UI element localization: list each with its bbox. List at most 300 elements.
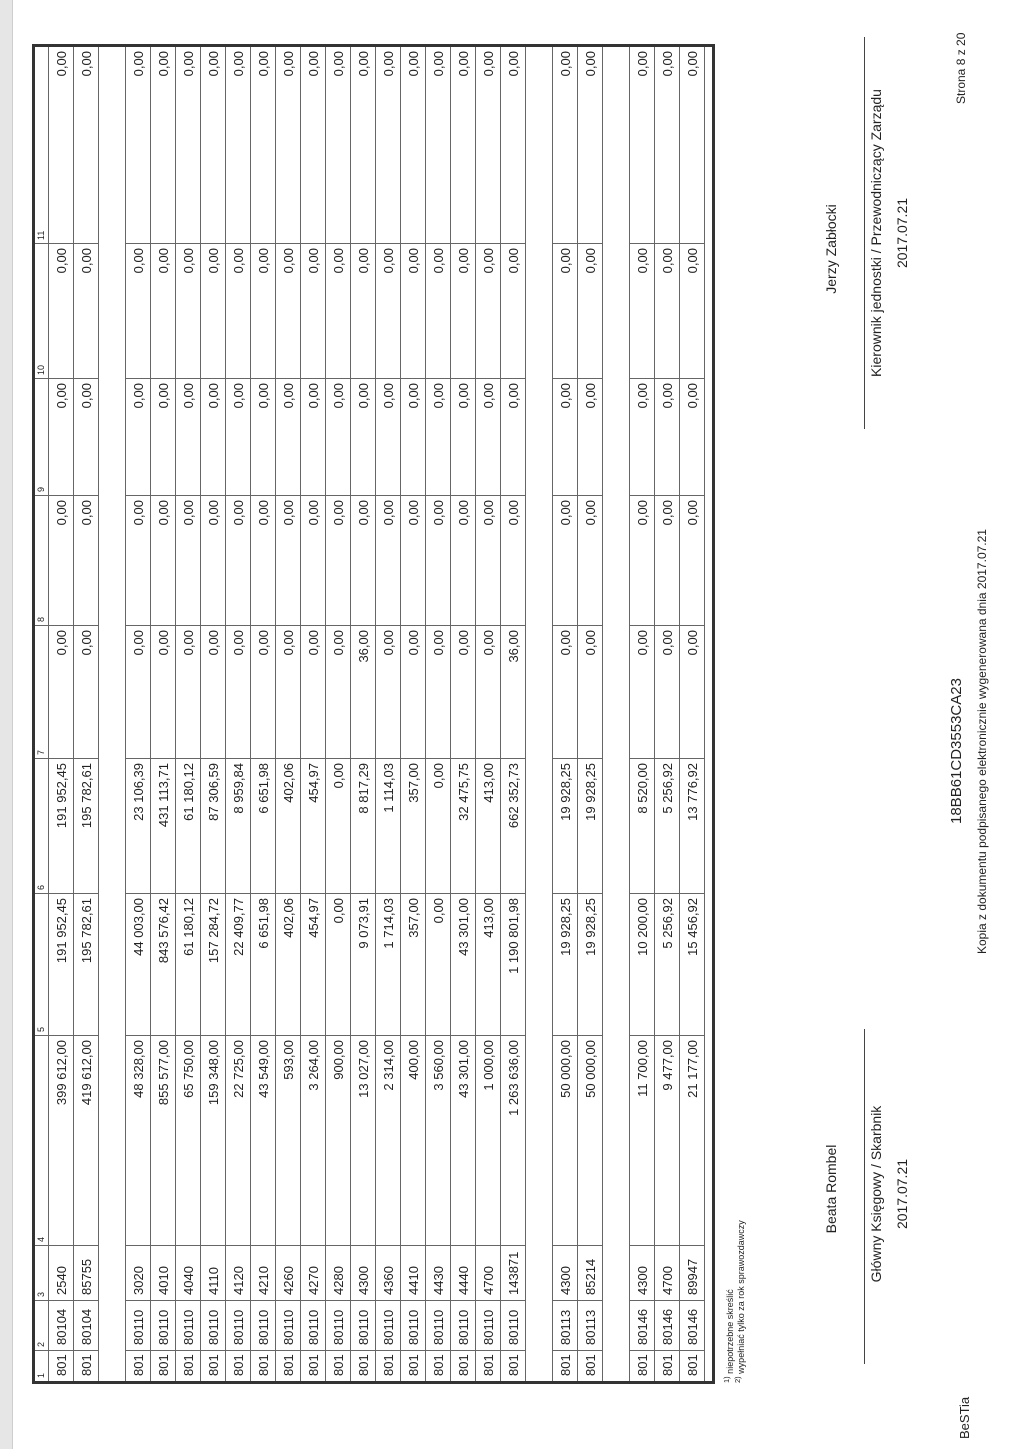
cell-col-9: 0,00	[426, 379, 450, 496]
cell-col-10: 0,00	[301, 244, 325, 379]
cell-col-11: 0,00	[151, 47, 175, 244]
cell-col-2: 80110	[151, 1301, 175, 1351]
cell-col-10: 0,00	[553, 244, 577, 379]
cell-col-4: 43 301,00	[451, 1036, 475, 1246]
document-id: 18BB61CD3553CA23	[948, 678, 965, 824]
cell-col-6: 662 352,73	[501, 759, 525, 894]
cell-col-6: 191 952,45	[49, 759, 73, 894]
cell-col-3: 4280	[326, 1246, 350, 1301]
cell-col-2: 80146	[655, 1301, 679, 1351]
cell-col-8: 0,00	[630, 496, 654, 626]
cell-col-4: 9 477,00	[655, 1036, 679, 1246]
cell-col-9: 0,00	[476, 379, 500, 496]
cell-col-6: 8 520,00	[630, 759, 654, 894]
table-row	[376, 47, 401, 1381]
cell-col-3: 85214	[578, 1246, 602, 1301]
cell-col-9: 0,00	[49, 379, 73, 496]
cell-col-5: 1 714,03	[376, 894, 400, 1036]
cell-col-4: 3 560,00	[426, 1036, 450, 1246]
table-header-row	[35, 47, 49, 1381]
cell-col-3: 4360	[376, 1246, 400, 1301]
header-cell-8: 8	[35, 496, 48, 626]
cell-col-7: 0,00	[126, 626, 150, 759]
cell-col-6: 13 776,92	[680, 759, 704, 894]
cell-col-8: 0,00	[476, 496, 500, 626]
cell-col-6: 0,00	[426, 759, 450, 894]
cell-col-3: 85755	[74, 1246, 98, 1301]
cell-col-5: 61 180,12	[176, 894, 200, 1036]
cell-col-5: 22 409,77	[226, 894, 250, 1036]
cell-col-6: 413,00	[476, 759, 500, 894]
cell-col-4: 65 750,00	[176, 1036, 200, 1246]
cell-col-11: 0,00	[251, 47, 275, 244]
cell-col-1: 801	[155, 1354, 171, 1376]
cell-col-1: 801	[380, 1354, 396, 1376]
cell-col-11: 0,00	[326, 47, 350, 244]
cell-col-5: 19 928,25	[553, 894, 577, 1036]
cell-col-9: 0,00	[578, 379, 602, 496]
cell-col-5: 0,00	[326, 894, 350, 1036]
header-cell-5: 5	[35, 894, 48, 1036]
cell-col-6: 5 256,92	[655, 759, 679, 894]
cell-col-7: 0,00	[251, 626, 275, 759]
cell-col-9: 0,00	[451, 379, 475, 496]
cell-col-3: 4010	[151, 1246, 175, 1301]
table-row	[49, 47, 74, 1381]
cell-col-9: 0,00	[501, 379, 525, 496]
cell-col-7: 0,00	[301, 626, 325, 759]
cell-col-10: 0,00	[276, 244, 300, 379]
signature-left-role-block	[868, 1039, 910, 1349]
cell-col-7: 0,00	[49, 626, 73, 759]
cell-col-6: 19 928,25	[578, 759, 602, 894]
cell-col-6: 87 306,59	[201, 759, 225, 894]
header-cell-6: 6	[35, 759, 48, 894]
footnote-1: $^{1)}$ niepotrzebne skreślić	[722, 1289, 735, 1383]
table-row	[655, 47, 680, 1381]
group-separator	[99, 47, 126, 1381]
cell-col-10: 0,00	[401, 244, 425, 379]
cell-col-4: 11 700,00	[630, 1036, 654, 1246]
cell-col-8: 0,00	[376, 496, 400, 626]
cell-col-10: 0,00	[226, 244, 250, 379]
cell-col-1: 801	[557, 1354, 573, 1376]
cell-col-1: 801	[230, 1354, 246, 1376]
table-row	[451, 47, 476, 1381]
cell-col-10: 0,00	[74, 244, 98, 379]
header-cell-4: 4	[35, 1036, 48, 1246]
cell-col-5: 413,00	[476, 894, 500, 1036]
table-row	[578, 47, 603, 1381]
cell-col-8: 0,00	[451, 496, 475, 626]
cell-col-4: 419 612,00	[74, 1036, 98, 1246]
table-row	[301, 47, 326, 1381]
cell-col-9: 0,00	[326, 379, 350, 496]
cell-col-7: 0,00	[553, 626, 577, 759]
table-row	[553, 47, 578, 1381]
cell-col-10: 0,00	[49, 244, 73, 379]
cell-col-5: 843 576,42	[151, 894, 175, 1036]
cell-col-8: 0,00	[401, 496, 425, 626]
cell-col-1: 801	[684, 1354, 700, 1376]
cell-col-11: 0,00	[351, 47, 375, 244]
cell-col-11: 0,00	[401, 47, 425, 244]
cell-col-7: 0,00	[176, 626, 200, 759]
cell-col-3: 143871	[501, 1246, 525, 1301]
footnote-1-text: niepotrzebne skreślić	[725, 1289, 735, 1374]
cell-col-9: 0,00	[201, 379, 225, 496]
cell-col-1: 801	[480, 1354, 496, 1376]
cell-col-3: 4120	[226, 1246, 250, 1301]
cell-col-6: 0,00	[326, 759, 350, 894]
cell-col-4: 3 264,00	[301, 1036, 325, 1246]
cell-col-5: 0,00	[426, 894, 450, 1036]
header-cell-2: 2	[35, 1301, 48, 1351]
cell-col-8: 0,00	[201, 496, 225, 626]
cell-col-11: 0,00	[376, 47, 400, 244]
cell-col-7: 36,00	[351, 626, 375, 759]
cell-col-5: 402,06	[276, 894, 300, 1036]
cell-col-1: 801	[430, 1354, 446, 1376]
table-row	[501, 47, 526, 1381]
cell-col-9: 0,00	[151, 379, 175, 496]
cell-col-6: 195 782,61	[74, 759, 98, 894]
cell-col-7: 0,00	[578, 626, 602, 759]
table-row	[126, 47, 151, 1381]
cell-col-11: 0,00	[476, 47, 500, 244]
cell-col-7: 0,00	[680, 626, 704, 759]
cell-col-5: 10 200,00	[630, 894, 654, 1036]
cell-col-9: 0,00	[74, 379, 98, 496]
cell-col-11: 0,00	[201, 47, 225, 244]
cell-col-5: 19 928,25	[578, 894, 602, 1036]
cell-col-2: 80110	[251, 1301, 275, 1351]
cell-col-1: 801	[78, 1354, 94, 1376]
cell-col-1: 801	[53, 1354, 69, 1376]
cell-col-6: 8 959,84	[226, 759, 250, 894]
header-cell-7: 7	[35, 626, 48, 759]
cell-col-3: 4700	[655, 1246, 679, 1301]
cell-col-1: 801	[180, 1354, 196, 1376]
table-row	[74, 47, 99, 1381]
table-row	[276, 47, 301, 1381]
cell-col-9: 0,00	[126, 379, 150, 496]
cell-col-1: 801	[130, 1354, 146, 1376]
cell-col-10: 0,00	[655, 244, 679, 379]
signer-left-name: Beata Rombel	[823, 1144, 839, 1234]
cell-col-9: 0,00	[301, 379, 325, 496]
cell-col-5: 454,97	[301, 894, 325, 1036]
cell-col-3: 89947	[680, 1246, 704, 1301]
cell-col-9: 0,00	[630, 379, 654, 496]
copy-note: Kopia z dokumentu podpisanego elektronicznie wygenerowana dnia 2017.07.21	[975, 529, 989, 954]
cell-col-9: 0,00	[553, 379, 577, 496]
cell-col-3: 4700	[476, 1246, 500, 1301]
cell-col-11: 0,00	[680, 47, 704, 244]
cell-col-9: 0,00	[655, 379, 679, 496]
cell-col-7: 0,00	[476, 626, 500, 759]
cell-col-7: 36,00	[501, 626, 525, 759]
cell-col-6: 32 475,75	[451, 759, 475, 894]
cell-col-7: 0,00	[326, 626, 350, 759]
cell-col-6: 357,00	[401, 759, 425, 894]
cell-col-8: 0,00	[176, 496, 200, 626]
cell-col-2: 80110	[276, 1301, 300, 1351]
cell-col-11: 0,00	[501, 47, 525, 244]
cell-col-5: 44 003,00	[126, 894, 150, 1036]
cell-col-6: 8 817,29	[351, 759, 375, 894]
group-separator	[526, 47, 553, 1381]
cell-col-7: 0,00	[151, 626, 175, 759]
header-cell-10: 10	[35, 244, 48, 379]
table-row	[630, 47, 655, 1381]
cell-col-6: 23 106,39	[126, 759, 150, 894]
cell-col-5: 43 301,00	[451, 894, 475, 1036]
cell-col-11: 0,00	[426, 47, 450, 244]
cell-col-7: 0,00	[451, 626, 475, 759]
cell-col-10: 0,00	[151, 244, 175, 379]
table-row	[201, 47, 226, 1381]
signer-right-name: Jerzy Zabłocki	[823, 204, 839, 294]
cell-col-4: 900,00	[326, 1036, 350, 1246]
cell-col-3: 4410	[401, 1246, 425, 1301]
cell-col-2: 80110	[476, 1301, 500, 1351]
cell-col-6: 61 180,12	[176, 759, 200, 894]
cell-col-10: 0,00	[126, 244, 150, 379]
cell-col-8: 0,00	[126, 496, 150, 626]
cell-col-8: 0,00	[301, 496, 325, 626]
cell-col-1: 801	[205, 1354, 221, 1376]
cell-col-5: 357,00	[401, 894, 425, 1036]
table-row	[176, 47, 201, 1381]
cell-col-7: 0,00	[226, 626, 250, 759]
signature-left	[823, 1094, 839, 1284]
cell-col-9: 0,00	[251, 379, 275, 496]
cell-col-1: 801	[355, 1354, 371, 1376]
cell-col-3: 4210	[251, 1246, 275, 1301]
cell-col-2: 80110	[201, 1301, 225, 1351]
cell-col-5: 191 952,45	[49, 894, 73, 1036]
signature-line-left	[864, 1029, 865, 1364]
table-row	[476, 47, 501, 1381]
cell-col-10: 0,00	[680, 244, 704, 379]
cell-col-8: 0,00	[251, 496, 275, 626]
cell-col-8: 0,00	[426, 496, 450, 626]
cell-col-6: 1 114,03	[376, 759, 400, 894]
cell-col-10: 0,00	[176, 244, 200, 379]
cell-col-7: 0,00	[376, 626, 400, 759]
cell-col-2: 80110	[451, 1301, 475, 1351]
cell-col-1: 801	[255, 1354, 271, 1376]
cell-col-3: 4300	[630, 1246, 654, 1301]
cell-col-5: 5 256,92	[655, 894, 679, 1036]
cell-col-3: 3020	[126, 1246, 150, 1301]
cell-col-3: 4260	[276, 1246, 300, 1301]
cell-col-4: 50 000,00	[553, 1036, 577, 1246]
cell-col-6: 6 651,98	[251, 759, 275, 894]
header-cell-11: 11	[35, 47, 48, 244]
cell-col-6: 19 928,25	[553, 759, 577, 894]
cell-col-3: 4300	[553, 1246, 577, 1301]
cell-col-11: 0,00	[655, 47, 679, 244]
cell-col-5: 9 073,91	[351, 894, 375, 1036]
cell-col-10: 0,00	[426, 244, 450, 379]
table-row	[326, 47, 351, 1381]
cell-col-6: 454,97	[301, 759, 325, 894]
cell-col-2: 80110	[426, 1301, 450, 1351]
cell-col-8: 0,00	[74, 496, 98, 626]
cell-col-10: 0,00	[326, 244, 350, 379]
cell-col-4: 13 027,00	[351, 1036, 375, 1246]
signer-left-role: Główny Księgowy / Skarbnik	[868, 1105, 884, 1283]
cell-col-9: 0,00	[401, 379, 425, 496]
cell-col-4: 43 549,00	[251, 1036, 275, 1246]
header-cell-3: 3	[35, 1246, 48, 1301]
table-row	[680, 47, 705, 1381]
cell-col-3: 4040	[176, 1246, 200, 1301]
cell-col-1: 801	[659, 1354, 675, 1376]
cell-col-4: 855 577,00	[151, 1036, 175, 1246]
cell-col-5: 6 651,98	[251, 894, 275, 1036]
signature-right-role-block	[868, 37, 910, 429]
cell-col-2: 80104	[74, 1301, 98, 1351]
cell-col-10: 0,00	[376, 244, 400, 379]
cell-col-10: 0,00	[630, 244, 654, 379]
table-row	[351, 47, 376, 1381]
cell-col-8: 0,00	[226, 496, 250, 626]
cell-col-10: 0,00	[201, 244, 225, 379]
page-number: Strona 8 z 20	[954, 32, 968, 104]
cell-col-1: 801	[305, 1354, 321, 1376]
cell-col-9: 0,00	[276, 379, 300, 496]
cell-col-1: 801	[634, 1354, 650, 1376]
cell-col-1: 801	[280, 1354, 296, 1376]
cell-col-9: 0,00	[680, 379, 704, 496]
signature-right	[823, 129, 839, 369]
software-label: BeSTia	[957, 1396, 972, 1439]
cell-col-1: 801	[330, 1354, 346, 1376]
header-cell-1: 1	[36, 1372, 46, 1378]
footnote-2: $^{2)}$ wypełniać tylko za rok sprawozdawczy	[733, 1220, 746, 1383]
cell-col-4: 1 000,00	[476, 1036, 500, 1246]
cell-col-9: 0,00	[376, 379, 400, 496]
cell-col-8: 0,00	[276, 496, 300, 626]
cell-col-7: 0,00	[276, 626, 300, 759]
cell-col-11: 0,00	[630, 47, 654, 244]
cell-col-6: 431 113,71	[151, 759, 175, 894]
cell-col-4: 2 314,00	[376, 1036, 400, 1246]
cell-col-4: 22 725,00	[226, 1036, 250, 1246]
cell-col-11: 0,00	[126, 47, 150, 244]
cell-col-2: 80110	[501, 1301, 525, 1351]
group-separator	[603, 47, 630, 1381]
cell-col-3: 4430	[426, 1246, 450, 1301]
cell-col-6: 402,06	[276, 759, 300, 894]
cell-col-4: 48 328,00	[126, 1036, 150, 1246]
cell-col-2: 80110	[326, 1301, 350, 1351]
table-row	[151, 47, 176, 1381]
cell-col-5: 195 782,61	[74, 894, 98, 1036]
cell-col-2: 80113	[578, 1301, 602, 1351]
cell-col-3: 4300	[351, 1246, 375, 1301]
table-row	[226, 47, 251, 1381]
cell-col-7: 0,00	[630, 626, 654, 759]
cell-col-2: 80113	[553, 1301, 577, 1351]
cell-col-11: 0,00	[176, 47, 200, 244]
cell-col-7: 0,00	[655, 626, 679, 759]
cell-col-8: 0,00	[351, 496, 375, 626]
cell-col-11: 0,00	[49, 47, 73, 244]
cell-col-8: 0,00	[553, 496, 577, 626]
cell-col-3: 2540	[49, 1246, 73, 1301]
header-cell-9: 9	[35, 379, 48, 496]
cell-col-2: 80110	[376, 1301, 400, 1351]
cell-col-4: 21 177,00	[680, 1036, 704, 1246]
cell-col-2: 80110	[126, 1301, 150, 1351]
cell-col-5: 157 284,72	[201, 894, 225, 1036]
cell-col-2: 80146	[630, 1301, 654, 1351]
cell-col-9: 0,00	[176, 379, 200, 496]
cell-col-9: 0,00	[351, 379, 375, 496]
signer-right-role: Kierownik jednostki / Przewodniczący Zarządu	[868, 89, 884, 377]
cell-col-11: 0,00	[226, 47, 250, 244]
cell-col-2: 80110	[301, 1301, 325, 1351]
cell-col-10: 0,00	[251, 244, 275, 379]
cell-col-2: 80104	[49, 1301, 73, 1351]
cell-col-4: 399 612,00	[49, 1036, 73, 1246]
cell-col-8: 0,00	[680, 496, 704, 626]
cell-col-8: 0,00	[49, 496, 73, 626]
cell-col-11: 0,00	[276, 47, 300, 244]
budget-table	[32, 44, 715, 1384]
cell-col-4: 593,00	[276, 1036, 300, 1246]
cell-col-8: 0,00	[578, 496, 602, 626]
cell-col-4: 159 348,00	[201, 1036, 225, 1246]
cell-col-2: 80110	[351, 1301, 375, 1351]
cell-col-10: 0,00	[476, 244, 500, 379]
cell-col-10: 0,00	[578, 244, 602, 379]
cell-col-1: 801	[582, 1354, 598, 1376]
signer-left-date: 2017.07.21	[894, 1158, 910, 1230]
cell-col-2: 80110	[176, 1301, 200, 1351]
cell-col-11: 0,00	[451, 47, 475, 244]
cell-col-7: 0,00	[401, 626, 425, 759]
cell-col-11: 0,00	[301, 47, 325, 244]
cell-col-1: 801	[455, 1354, 471, 1376]
cell-col-4: 50 000,00	[578, 1036, 602, 1246]
cell-col-10: 0,00	[501, 244, 525, 379]
cell-col-11: 0,00	[74, 47, 98, 244]
footnote-2-text: wypełniać tylko za rok sprawozdawczy	[736, 1220, 746, 1374]
cell-col-7: 0,00	[201, 626, 225, 759]
cell-col-4: 400,00	[401, 1036, 425, 1246]
cell-col-2: 80110	[226, 1301, 250, 1351]
cell-col-1: 801	[505, 1354, 521, 1376]
cell-col-7: 0,00	[74, 626, 98, 759]
cell-col-2: 80110	[401, 1301, 425, 1351]
signer-right-date: 2017.07.21	[894, 197, 910, 269]
cell-col-1: 801	[405, 1354, 421, 1376]
cell-col-11: 0,00	[553, 47, 577, 244]
cell-col-8: 0,00	[151, 496, 175, 626]
cell-col-7: 0,00	[426, 626, 450, 759]
signature-line-right	[864, 37, 865, 429]
cell-col-3: 4270	[301, 1246, 325, 1301]
table-row	[426, 47, 451, 1381]
cell-col-11: 0,00	[578, 47, 602, 244]
cell-col-8: 0,00	[501, 496, 525, 626]
cell-col-8: 0,00	[326, 496, 350, 626]
